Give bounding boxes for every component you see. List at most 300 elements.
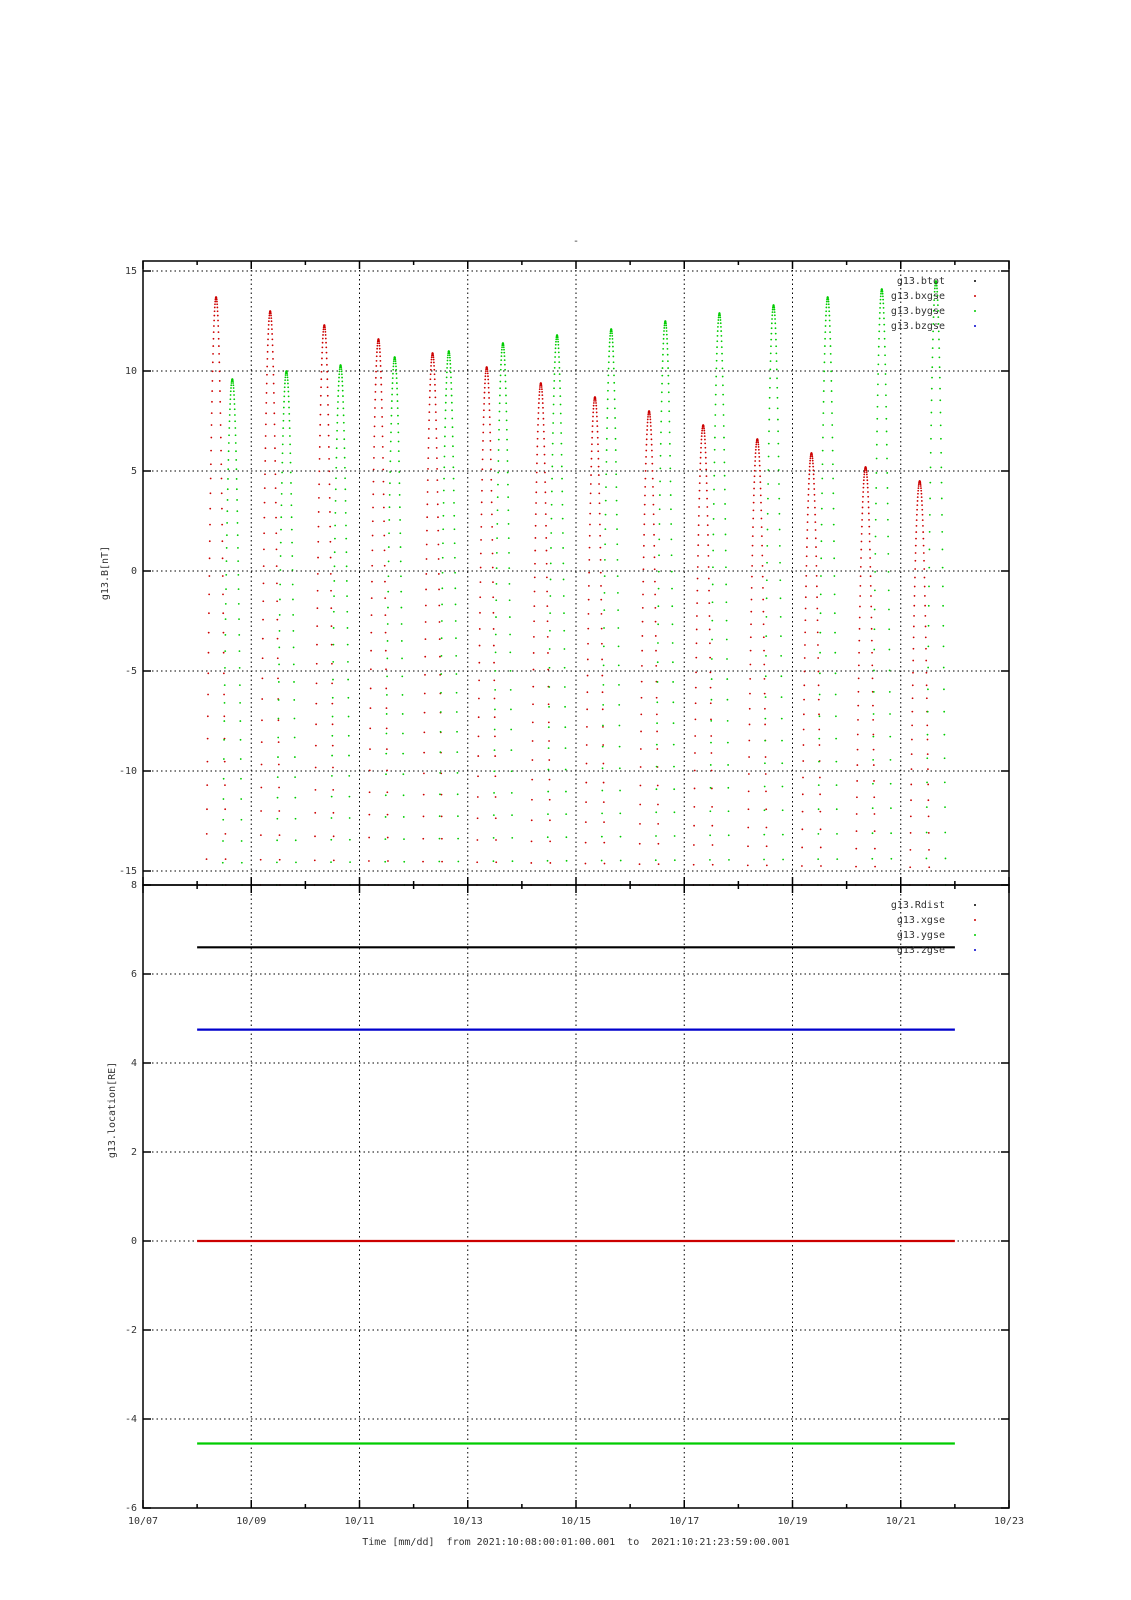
data-point: [481, 501, 483, 503]
data-point: [398, 471, 400, 473]
data-point: [883, 324, 885, 326]
data-point: [444, 456, 446, 458]
data-point: [888, 609, 890, 611]
data-point: [535, 513, 537, 515]
data-point: [558, 361, 560, 363]
data-point: [693, 806, 695, 808]
data-point: [721, 346, 723, 348]
data-point: [457, 861, 459, 863]
data-point: [768, 430, 770, 432]
data-point: [375, 391, 377, 393]
data-point: [697, 578, 699, 580]
data-point: [802, 777, 804, 779]
data-point: [211, 412, 213, 414]
data-point: [548, 706, 550, 708]
data-point: [603, 801, 605, 803]
data-point: [870, 606, 872, 608]
data-point: [331, 735, 333, 737]
data-point: [725, 566, 727, 568]
data-point: [397, 407, 399, 409]
data-point: [669, 432, 671, 434]
data-point: [831, 412, 833, 414]
data-point: [890, 858, 892, 860]
data-point: [825, 320, 827, 322]
data-point: [646, 425, 648, 427]
data-point: [397, 415, 399, 417]
data-point: [616, 500, 618, 502]
data-point: [431, 359, 433, 361]
data-point: [882, 295, 884, 297]
data-point: [220, 437, 222, 439]
data-point: [384, 861, 386, 863]
data-point: [653, 504, 655, 506]
data-point: [585, 801, 587, 803]
data-point: [324, 329, 326, 331]
data-point: [782, 786, 784, 788]
data-point: [488, 392, 490, 394]
data-point: [295, 839, 297, 841]
data-point: [488, 397, 490, 399]
data-point: [278, 664, 280, 666]
data-point: [499, 395, 501, 397]
data-point: [829, 338, 831, 340]
data-point: [911, 739, 913, 741]
data-point: [389, 482, 391, 484]
data-point: [755, 446, 757, 448]
data-point: [482, 432, 484, 434]
data-point: [333, 859, 335, 861]
data-point: [392, 373, 394, 375]
data-point: [657, 804, 659, 806]
data-point: [878, 354, 880, 356]
data-point: [346, 565, 348, 567]
data-point: [559, 380, 561, 382]
data-point: [424, 693, 426, 695]
data-point: [548, 686, 550, 688]
data-point: [278, 681, 280, 683]
data-point: [661, 391, 663, 393]
data-point: [652, 495, 654, 497]
data-point: [707, 524, 709, 526]
data-point: [771, 318, 773, 320]
data-point: [396, 377, 398, 379]
data-point: [330, 557, 332, 559]
data-point: [315, 723, 317, 725]
data-point: [780, 616, 782, 618]
data-point: [780, 597, 782, 599]
data-point: [806, 537, 808, 539]
data-point: [374, 425, 376, 427]
data-point: [886, 444, 888, 446]
data-point: [440, 692, 442, 694]
data-point: [880, 299, 882, 301]
data-point: [315, 789, 317, 791]
data-point: [282, 443, 284, 445]
data-point: [435, 404, 437, 406]
data-point: [707, 555, 709, 557]
data-point: [490, 449, 492, 451]
data-point: [748, 756, 750, 758]
data-point: [872, 677, 874, 679]
data-point: [547, 836, 549, 838]
data-point: [324, 327, 326, 329]
legend-marker: [974, 325, 976, 327]
data-point: [438, 544, 440, 546]
data-point: [712, 601, 714, 603]
data-point: [595, 402, 597, 404]
data-point: [238, 588, 240, 590]
data-point: [314, 835, 316, 837]
data-point: [802, 793, 804, 795]
data-point: [321, 371, 323, 373]
data-point: [888, 589, 890, 591]
data-point: [766, 562, 768, 564]
data-point: [333, 812, 335, 814]
data-point: [668, 383, 670, 385]
data-point: [433, 359, 435, 361]
data-point: [722, 404, 724, 406]
data-point: [437, 530, 439, 532]
data-point: [888, 628, 890, 630]
data-point: [920, 483, 922, 485]
data-point: [341, 371, 343, 373]
data-point: [667, 360, 669, 362]
data-point: [820, 828, 822, 830]
data-point: [275, 532, 277, 534]
data-point: [233, 398, 235, 400]
data-point: [236, 510, 238, 512]
data-point: [808, 478, 810, 480]
data-point: [402, 753, 404, 755]
data-point: [806, 529, 808, 531]
data-point: [443, 466, 445, 468]
data-point: [750, 636, 752, 638]
data-point: [548, 759, 550, 761]
data-point: [726, 639, 728, 641]
data-point: [764, 708, 766, 710]
data-point: [227, 468, 229, 470]
data-point: [771, 322, 773, 324]
data-point: [886, 472, 888, 474]
data-point: [767, 513, 769, 515]
data-point: [715, 384, 717, 386]
data-point: [659, 467, 661, 469]
data-point: [493, 612, 495, 614]
data-point: [777, 419, 779, 421]
data-point: [593, 408, 595, 410]
series-g13-bxgse: [205, 296, 930, 886]
data-point: [605, 473, 607, 475]
data-point: [929, 514, 931, 516]
data-point: [770, 360, 772, 362]
data-point: [916, 504, 918, 506]
x-tick-label: 10/11: [344, 1516, 375, 1527]
data-point: [321, 358, 323, 360]
data-point: [641, 650, 643, 652]
data-point: [493, 770, 495, 772]
data-point: [614, 427, 616, 429]
data-point: [552, 432, 554, 434]
data-point: [492, 581, 494, 583]
data-point: [266, 358, 268, 360]
data-point: [805, 575, 807, 577]
data-point: [545, 502, 547, 504]
data-point: [603, 646, 605, 648]
data-point: [725, 534, 727, 536]
data-point: [605, 514, 607, 516]
data-point: [673, 766, 675, 768]
data-point: [754, 456, 756, 458]
data-point: [241, 840, 243, 842]
data-point: [447, 354, 449, 356]
data-point: [439, 793, 441, 795]
data-point: [711, 639, 713, 641]
data-point: [446, 363, 448, 365]
data-point: [608, 361, 610, 363]
data-point: [336, 430, 338, 432]
data-point: [214, 301, 216, 303]
data-point: [923, 552, 925, 554]
data-point: [653, 545, 655, 547]
data-point: [914, 586, 916, 588]
data-point: [882, 303, 884, 305]
data-point: [478, 662, 480, 664]
data-point: [654, 556, 656, 558]
data-point: [646, 444, 648, 446]
data-point: [553, 387, 555, 389]
data-point: [700, 443, 702, 445]
data-point: [206, 784, 208, 786]
data-point: [438, 558, 440, 560]
data-point: [216, 307, 218, 309]
data-point: [434, 390, 436, 392]
data-point: [349, 817, 351, 819]
data-point: [278, 741, 280, 743]
data-point: [229, 408, 231, 410]
data-point: [480, 539, 482, 541]
data-point: [821, 524, 823, 526]
data-point: [646, 429, 648, 431]
data-point: [450, 376, 452, 378]
data-point: [262, 638, 264, 640]
data-point: [592, 412, 594, 414]
data-point: [337, 401, 339, 403]
data-point: [380, 384, 382, 386]
data-point: [856, 764, 858, 766]
data-point: [436, 447, 438, 449]
data-point: [446, 371, 448, 373]
data-point: [914, 568, 916, 570]
data-point: [434, 378, 436, 380]
data-point: [543, 438, 545, 440]
data-point: [493, 860, 495, 862]
data-point: [552, 454, 554, 456]
data-point: [931, 366, 933, 368]
data-point: [218, 331, 220, 333]
data-point: [766, 616, 768, 618]
data-point: [657, 843, 659, 845]
data-point: [724, 475, 726, 477]
data-point: [289, 427, 291, 429]
data-point: [287, 383, 289, 385]
data-point: [663, 330, 665, 332]
data-point: [386, 694, 388, 696]
data-point: [208, 575, 210, 577]
data-point: [758, 452, 760, 454]
data-point: [724, 518, 726, 520]
data-point: [713, 489, 715, 491]
data-point: [566, 860, 568, 862]
data-point: [612, 350, 614, 352]
data-point: [393, 363, 395, 365]
data-point: [223, 632, 225, 634]
data-point: [717, 319, 719, 321]
data-point: [455, 637, 457, 639]
data-point: [235, 450, 237, 452]
data-point: [345, 525, 347, 527]
data-point: [335, 500, 337, 502]
data-point: [439, 838, 441, 840]
data-point: [505, 387, 507, 389]
data-point: [757, 442, 759, 444]
data-point: [705, 457, 707, 459]
data-point: [817, 632, 819, 634]
data-point: [503, 345, 505, 347]
data-point: [612, 338, 614, 340]
data-point: [398, 441, 400, 443]
data-point: [858, 664, 860, 666]
data-point: [808, 473, 810, 475]
data-point: [447, 357, 449, 359]
data-point: [507, 484, 509, 486]
data-point: [429, 404, 431, 406]
data-point: [930, 424, 932, 426]
data-point: [657, 661, 659, 663]
data-point: [665, 327, 667, 329]
data-point: [724, 489, 726, 491]
data-point: [434, 397, 436, 399]
data-point: [872, 736, 874, 738]
y-tick-label: 5: [130, 466, 137, 477]
data-point: [401, 676, 403, 678]
data-point: [322, 331, 324, 333]
data-point: [915, 552, 917, 554]
data-point: [237, 522, 239, 524]
data-point: [236, 478, 238, 480]
data-point: [939, 366, 941, 368]
data-point: [833, 524, 835, 526]
data-point: [870, 575, 872, 577]
data-point: [869, 566, 871, 568]
data-point: [536, 472, 538, 474]
data-point: [863, 487, 865, 489]
data-point: [431, 356, 433, 358]
data-point: [371, 549, 373, 551]
data-point: [387, 860, 389, 862]
data-point: [378, 341, 380, 343]
data-point: [237, 560, 239, 562]
data-point: [293, 647, 295, 649]
data-point: [392, 365, 394, 367]
data-point: [508, 567, 510, 569]
data-point: [557, 338, 559, 340]
data-point: [225, 618, 227, 620]
data-point: [531, 759, 533, 761]
data-point: [544, 481, 546, 483]
data-point: [210, 463, 212, 465]
x-tick-label: 10/17: [669, 1516, 700, 1527]
data-point: [234, 408, 236, 410]
data-point: [715, 376, 717, 378]
data-point: [641, 665, 643, 667]
data-point: [435, 419, 437, 421]
data-point: [711, 825, 713, 827]
data-point: [656, 697, 658, 699]
data-point: [325, 334, 327, 336]
data-point: [330, 607, 332, 609]
data-point: [801, 847, 803, 849]
location-panel: [107, 880, 1009, 1514]
data-point: [559, 373, 561, 375]
data-point: [385, 816, 387, 818]
data-point: [770, 353, 772, 355]
data-point: [236, 499, 238, 501]
data-point: [273, 374, 275, 376]
data-point: [836, 858, 838, 860]
data-point: [423, 772, 425, 774]
data-point: [779, 579, 781, 581]
data-point: [477, 775, 479, 777]
data-point: [486, 368, 488, 370]
data-point: [387, 640, 389, 642]
data-point: [912, 697, 914, 699]
data-point: [872, 807, 874, 809]
data-point: [274, 460, 276, 462]
data-point: [323, 329, 325, 331]
data-point: [698, 498, 700, 500]
data-point: [588, 572, 590, 574]
data-point: [825, 307, 827, 309]
data-point: [543, 431, 545, 433]
data-point: [874, 830, 876, 832]
data-point: [454, 528, 456, 530]
data-point: [394, 358, 396, 360]
data-point: [509, 634, 511, 636]
data-point: [939, 356, 941, 358]
data-point: [315, 767, 317, 769]
data-point: [828, 303, 830, 305]
data-point: [316, 644, 318, 646]
data-point: [884, 346, 886, 348]
data-point: [858, 691, 860, 693]
data-point: [348, 755, 350, 757]
data-point: [484, 375, 486, 377]
data-point: [554, 351, 556, 353]
data-point: [804, 671, 806, 673]
data-point: [273, 383, 275, 385]
data-point: [770, 339, 772, 341]
data-point: [912, 672, 914, 674]
data-point: [673, 722, 675, 724]
data-point: [723, 449, 725, 451]
data-point: [826, 303, 828, 305]
data-point: [801, 828, 803, 830]
data-point: [290, 472, 292, 474]
data-point: [943, 734, 945, 736]
data-point: [547, 636, 549, 638]
data-point: [543, 424, 545, 426]
data-point: [510, 709, 512, 711]
